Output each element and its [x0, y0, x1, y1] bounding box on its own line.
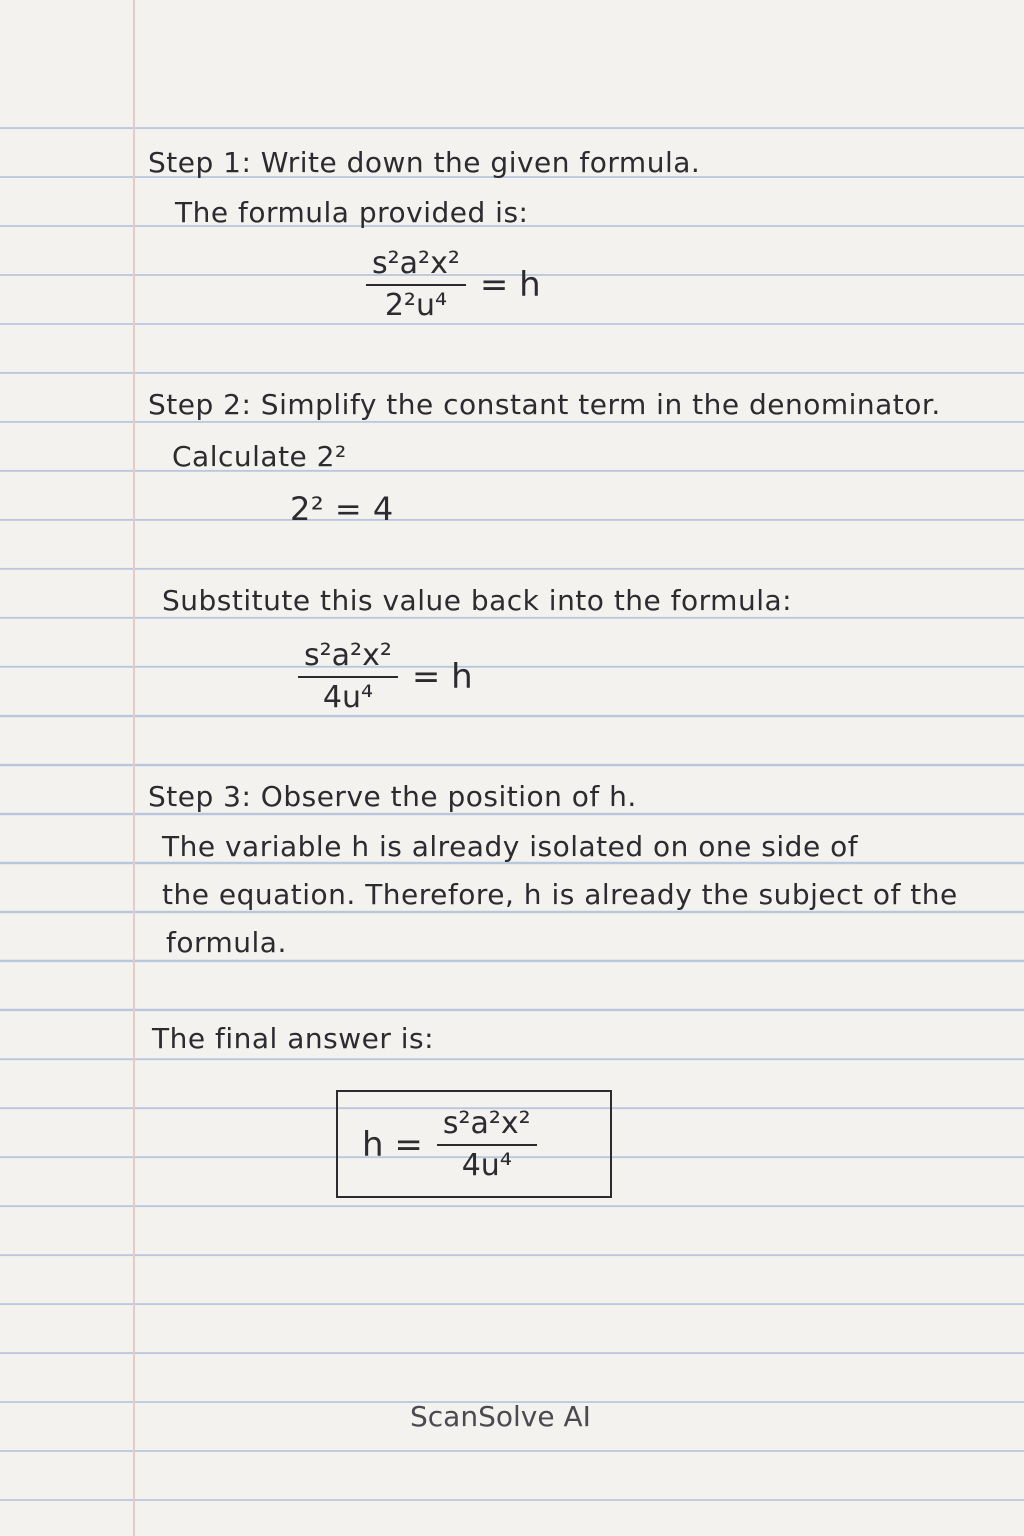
final-formula: [362, 1104, 537, 1186]
step3-line1: The variable h is already isolated on one side of: [162, 830, 859, 863]
step2-denominator: 4u⁴: [322, 680, 373, 715]
step2-calc-result: 2² = 4: [290, 490, 394, 528]
step2-fraction: [298, 636, 398, 718]
footer-brand: ScanSolve AI: [410, 1400, 591, 1433]
step3-line2: the equation. Therefore, h is already the subject of the: [162, 878, 958, 911]
step1-fraction: [366, 244, 466, 326]
step2-formula: [298, 636, 473, 718]
step2-substitute: Substitute this value back into the formula:: [162, 584, 793, 617]
final-label: The final answer is:: [152, 1022, 435, 1055]
step3-heading: Step 3: Observe the position of h.: [148, 780, 637, 813]
step2-heading: Step 2: Simplify the constant term in the denominator.: [148, 388, 941, 421]
final-numerator: s²a²x²: [442, 1106, 531, 1141]
step2-calc-label: Calculate 2²: [172, 440, 347, 473]
step1-relation: = h: [479, 265, 541, 305]
margin-line: [133, 0, 135, 1536]
step1-heading: Step 1: Write down the given formula.: [148, 146, 701, 179]
step1-numerator: s²a²x²: [372, 246, 460, 281]
step3-line3: formula.: [166, 926, 287, 959]
final-fraction: [437, 1104, 537, 1186]
step1-denominator: 2²u⁴: [384, 288, 447, 323]
step1-formula: [366, 244, 541, 326]
step1-intro: The formula provided is:: [175, 196, 529, 229]
step2-relation: = h: [411, 657, 473, 697]
step2-numerator: s²a²x²: [304, 638, 392, 673]
final-lhs: h =: [362, 1125, 423, 1165]
final-denominator: 4u⁴: [461, 1148, 512, 1183]
